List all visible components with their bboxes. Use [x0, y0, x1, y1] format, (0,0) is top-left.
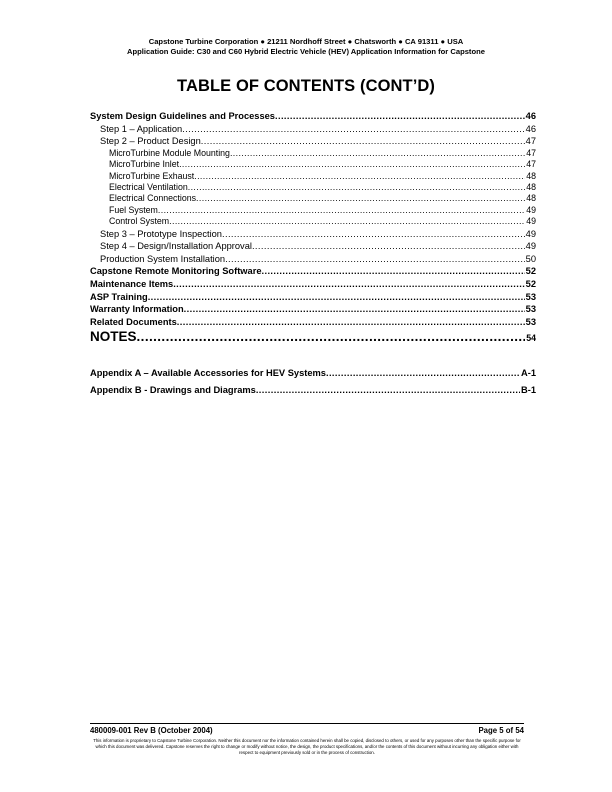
toc-entry-appendix-a[interactable] [90, 367, 536, 380]
toc-leader [173, 278, 524, 291]
toc-entry-maintenance[interactable] [90, 278, 536, 291]
toc-entry-exhaust[interactable] [90, 171, 536, 182]
page-footer [90, 726, 524, 735]
toc-entry-label: Appendix A – Available Accessories for HEV Systems [90, 368, 326, 379]
toc-entry-page: 52 [525, 279, 536, 289]
toc-entry-page: 52 [525, 266, 536, 277]
toc-entry-page: 47 [526, 147, 536, 158]
toc-leader [194, 171, 525, 182]
toc-leader [230, 148, 525, 159]
toc-entry-label: Step 4 – Design/Installation Approval [100, 241, 252, 252]
toc-entry-page: 49 [526, 204, 536, 215]
toc-entry-step-2[interactable] [90, 135, 536, 148]
toc-entry-label: Appendix B - Drawings and Diagrams [90, 384, 256, 395]
toc-leader [256, 384, 520, 397]
toc-entry-page: 48 [526, 193, 536, 204]
footer-page-number: Page 5 of 54 [478, 726, 524, 735]
toc-entry-electrical-ventilation[interactable] [90, 182, 536, 193]
toc-entry-remote-monitoring[interactable] [90, 265, 536, 278]
toc-entry-page: 46 [525, 111, 536, 121]
toc-leader [148, 291, 525, 304]
toc-entry-step-1[interactable] [90, 123, 536, 136]
toc-leader [177, 316, 525, 329]
toc-entry-page: A-1 [521, 368, 536, 379]
toc-leader [252, 240, 525, 253]
toc-entry-page: 53 [525, 316, 536, 327]
toc-entry-related-documents[interactable] [90, 316, 536, 329]
toc-leader [184, 303, 525, 316]
footer-doc-id: 480009-001 Rev B (October 2004) [90, 726, 213, 735]
toc-leader [326, 367, 520, 380]
toc-entry-label: Fuel System [109, 204, 158, 215]
toc-entry-label: Warranty Information [90, 304, 184, 315]
toc-leader [182, 123, 524, 136]
toc-entry-control-system[interactable] [90, 216, 536, 227]
toc-leader [275, 110, 525, 123]
toc-entry-page: B-1 [521, 384, 536, 395]
toc-entry-page: 48 [526, 170, 536, 181]
toc-entry-label: Step 3 – Prototype Inspection [100, 228, 222, 239]
page-title: TABLE OF CONTENTS (CONT’D) [176, 77, 436, 95]
toc-entry-label: Production System Installation [100, 253, 226, 264]
section-gap [90, 347, 536, 367]
toc-leader [222, 228, 525, 241]
toc-entry-label: MicroTurbine Exhaust [109, 170, 195, 181]
toc-entry-page: 54 [526, 333, 536, 344]
toc-entry-module-mounting[interactable] [90, 148, 536, 159]
toc-entry-page: 47 [526, 159, 536, 170]
toc-leader [201, 135, 525, 148]
page-header [0, 37, 612, 57]
toc-entry-label: Step 2 – Product Design [100, 136, 201, 147]
toc-entry-label: NOTES [90, 329, 137, 345]
toc-entry-warranty[interactable] [90, 303, 536, 316]
toc-entry-step-4[interactable] [90, 240, 536, 253]
toc-leader [179, 159, 525, 170]
toc-entry-production-installation[interactable] [90, 253, 536, 266]
footer-proprietary-notice: This information is proprietary to Capstone Turbine Corporation. Neither this document nor the information contained herein shall be copied, disclosed to others, or used for any purposes other than the specific purpose for which this document was delivered. Capstone reserves the right to change or modify without notice, the design, the product specifications, and/or the contents of this document without incurring any obligation either with respect to equipment previously sold or in the process of construction. [93, 738, 521, 755]
toc-entry-label: System Design Guidelines and Processes [90, 111, 275, 121]
toc-entry-fuel-system[interactable] [90, 205, 536, 216]
toc-entry-page: 49 [526, 216, 536, 227]
header-address: Capstone Turbine Corporation ● 21211 Nordhoff Street ● Chatsworth ● CA 91311 ● USA [148, 37, 464, 46]
toc-entry-label: Electrical Ventilation [109, 182, 188, 192]
toc-entry-notes[interactable] [90, 328, 536, 347]
toc-entry-electrical-connections[interactable] [90, 193, 536, 204]
toc-entry-page: 48 [526, 182, 536, 192]
toc-entry-page: 50 [525, 253, 536, 264]
toc-leader [188, 182, 525, 193]
toc-entry-appendix-b[interactable] [90, 384, 536, 397]
toc-entry-label: Step 1 – Application [100, 123, 183, 134]
toc-entry-asp-training[interactable] [90, 291, 536, 304]
toc-entry-page: 49 [525, 241, 536, 252]
toc-entry-page: 47 [525, 136, 536, 147]
toc-entry-page: 53 [525, 291, 536, 302]
toc-entry-system-design[interactable] [90, 110, 536, 123]
toc-entry-page: 46 [525, 123, 536, 134]
toc-leader [261, 265, 524, 278]
toc-entry-label: MicroTurbine Module Mounting [109, 147, 230, 158]
toc-entry-label: MicroTurbine Inlet [109, 159, 180, 170]
footer-divider [90, 723, 524, 724]
table-of-contents [90, 110, 536, 401]
toc-entry-inlet[interactable] [90, 159, 536, 170]
toc-entry-step-3[interactable] [90, 228, 536, 241]
toc-leader [196, 193, 525, 204]
toc-entry-label: Electrical Connections [109, 193, 197, 204]
toc-entry-label: ASP Training [90, 291, 148, 302]
toc-entry-page: 49 [525, 228, 536, 239]
toc-leader [169, 216, 525, 227]
toc-entry-label: Related Documents [90, 316, 177, 327]
toc-leader [137, 328, 526, 346]
toc-entry-label: Maintenance Items [90, 279, 174, 289]
toc-leader [158, 205, 525, 216]
header-guide-title: Application Guide: C30 and C60 Hybrid Electric Vehicle (HEV) Application Information for Capstone [127, 47, 485, 56]
toc-leader [225, 253, 525, 266]
toc-entry-page: 53 [525, 304, 536, 315]
toc-entry-label: Capstone Remote Monitoring Software [90, 266, 262, 277]
toc-entry-label: Control System [109, 216, 170, 227]
